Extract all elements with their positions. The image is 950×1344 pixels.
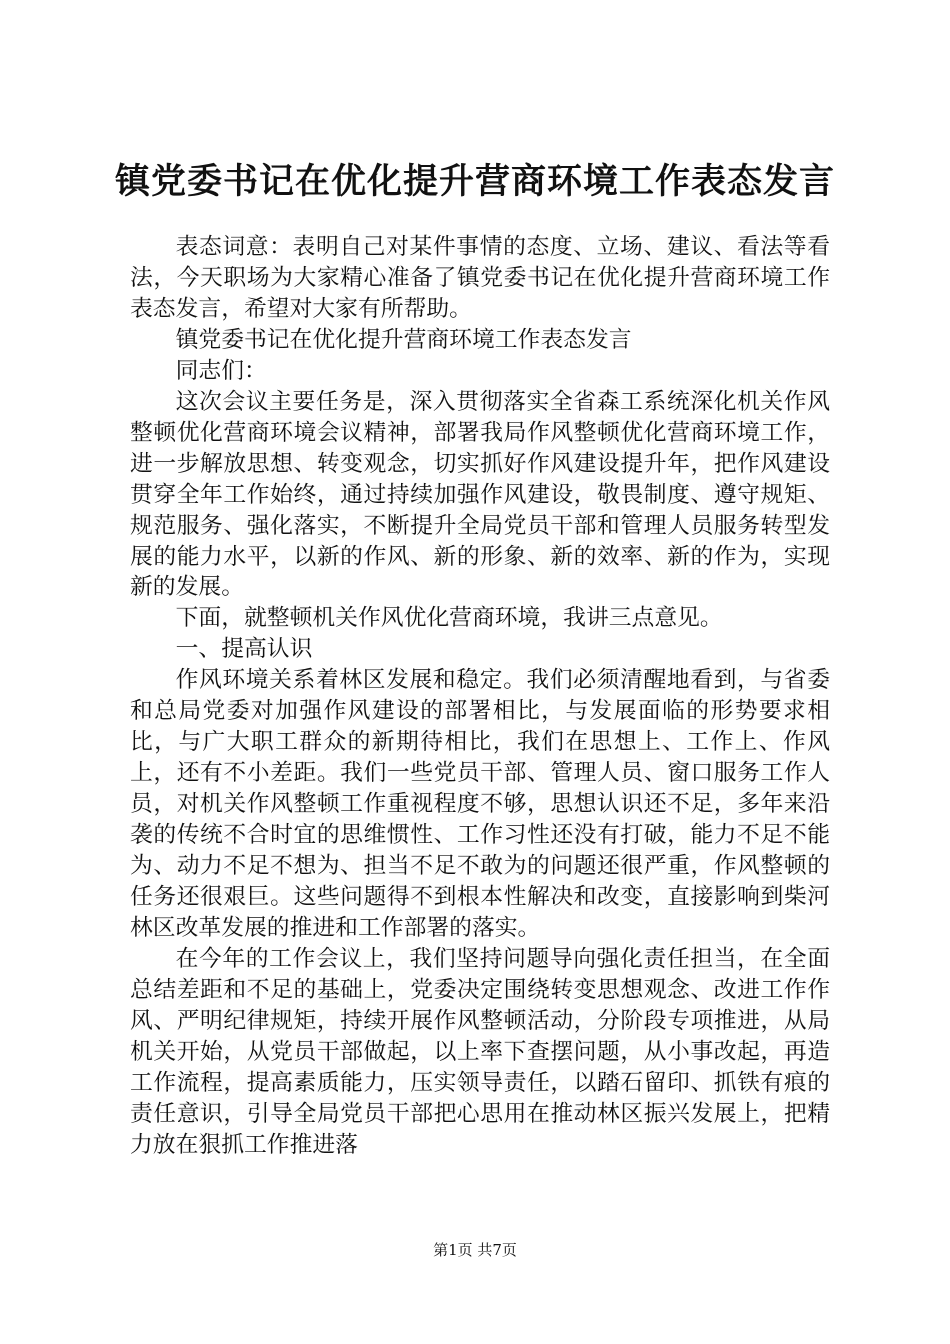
paragraph-subtitle: 镇党委书记在优化提升营商环境工作表态发言 bbox=[175, 326, 632, 353]
section-heading-1: 一、提高认识 bbox=[175, 636, 313, 663]
paragraph-work-meeting: 在今年的工作会议上，我们坚持问题导向强化责任担当，在全面总结差距和不足的基础上，党委决定围绕转变思想观念、改进工作作风、严明纪律规矩，持续开展作风整顿活动，分阶段专项推进，从局机关开始，从党员干部做起，以上率下查摆问题，从小事改起，再造工作流程，提高素质能力，压实领导责任，以踏石留印、抓铁有痕的责任意识，引导全局党员干部把心思用在推动林区振兴发展上，把精力放在狠抓工作推进落 bbox=[130, 945, 830, 1158]
paragraph-work-style: 作风环境关系着林区发展和稳定。我们必须清醒地看到，与省委和总局党委对加强作风建设的部署相比，与发展面临的形势要求相比，与广大职工群众的新期待相比，我们在思想上、工作上、作风上，还有不小差距。我们一些党员干部、管理人员、窗口服务工作人员，对机关作风整顿工作重视程度不够，思想认识还不足，多年来沿袭的传统不合时宜的思维惯性、工作习性还没有打破，能力不足不能为、动力不足不想为、担当不足不敢为的问题还很严重，作风整顿的任务还很艰巨。这些问题得不到根本性解决和改变，直接影响到柴河林区改革发展的推进和工作部署的落实。 bbox=[130, 667, 830, 941]
paragraph-three-points: 下面，就整顿机关作风优化营商环境，我讲三点意见。 bbox=[175, 605, 723, 632]
document-title: 镇党委书记在优化提升营商环境工作表态发言 bbox=[114, 161, 835, 202]
page-footer: 第1页 共7页 bbox=[433, 1241, 517, 1259]
document-body bbox=[130, 232, 830, 1161]
paragraph-salutation: 同志们： bbox=[175, 357, 267, 384]
paragraph-meeting-task: 这次会议主要任务是，深入贯彻落实全省森工系统深化机关作风整顿优化营商环境会议精神，部署我局作风整顿优化营商环境工作，进一步解放思想、转变观念，切实抓好作风建设提升年，把作风建设贯穿全年工作始终，通过持续加强作风建设，敬畏制度、遵守规矩、规范服务、强化落实，不断提升全局党员干部和管理人员服务转型发展的能力水平，以新的作风、新的形象、新的效率、新的作为，实现新的发展。 bbox=[130, 388, 830, 601]
paragraph-intro: 表态词意：表明自己对某件事情的态度、立场、建议、看法等看法，今天职场为大家精心准备了镇党委书记在优化提升营商环境工作表态发言，希望对大家有所帮助。 bbox=[130, 234, 830, 322]
